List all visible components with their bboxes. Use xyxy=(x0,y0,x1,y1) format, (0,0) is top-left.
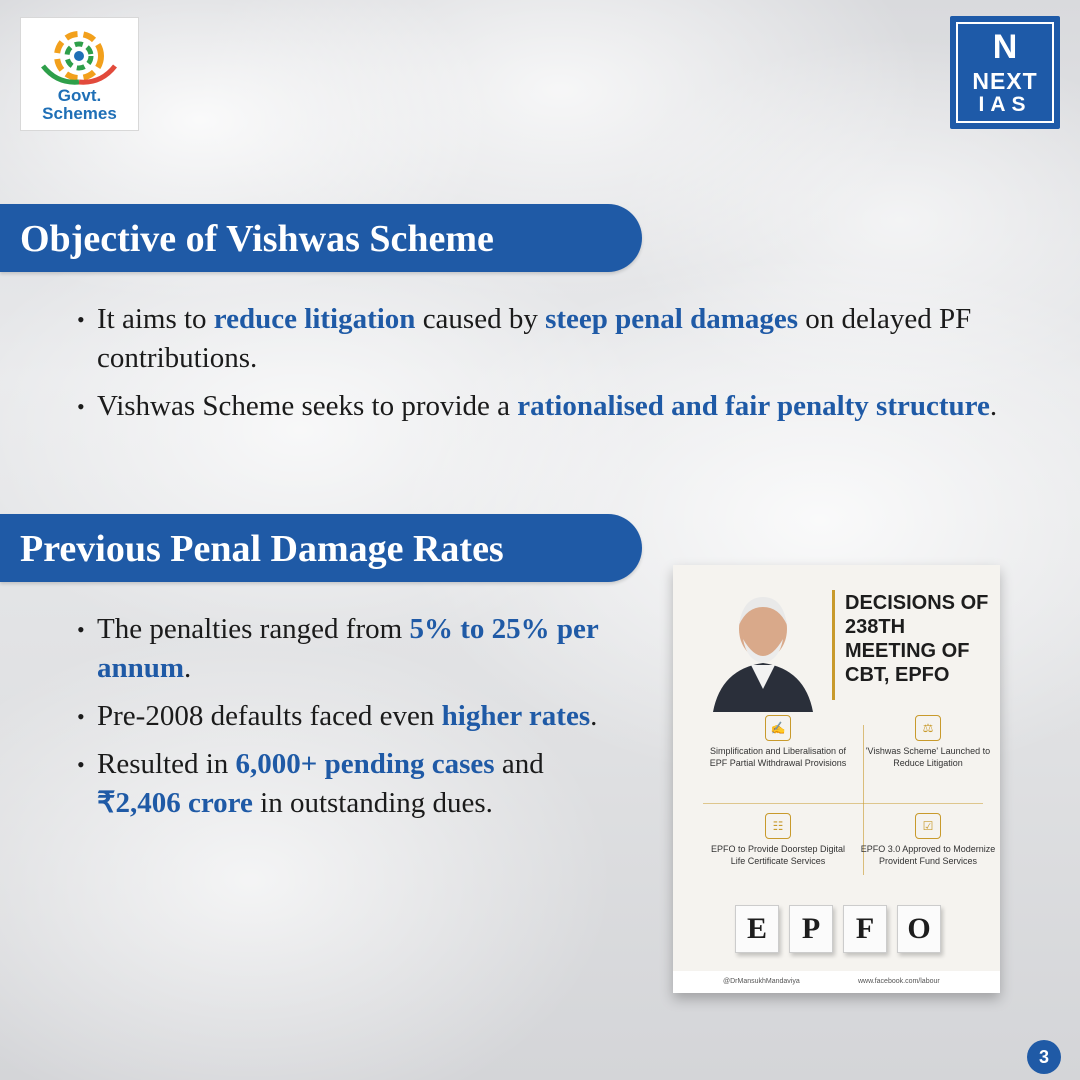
next-ias-logo-frame xyxy=(956,22,1054,123)
highlight-text: ₹2,406 crore xyxy=(97,787,253,819)
poster-footer-web: www.facebook.com/labour xyxy=(858,978,940,985)
bullet-item: • It aims to reduce litigation caused by steep penal damages on delayed PF contributions. xyxy=(72,300,1032,378)
bullet-item: • Pre-2008 defaults faced even higher rates. xyxy=(72,697,632,736)
bullet-item: • The penalties ranged from 5% to 25% per annum. xyxy=(72,610,632,688)
epfo-letter-blocks xyxy=(723,905,963,955)
poster-heading-rule xyxy=(832,590,835,700)
epfo-decisions-poster xyxy=(673,565,1000,993)
poster-cell-life-certificate: ☷ EPFO to Provide Doorstep Digital Life Certificate Services xyxy=(703,813,853,867)
poster-cell-withdrawal: ✍ Simplification and Liberalisation of EPF Partial Withdrawal Provisions xyxy=(703,715,853,769)
penal-rates-bullet-list xyxy=(72,610,632,832)
checklist-icon: ☑ xyxy=(915,813,941,839)
highlight-text: 6,000+ pending cases xyxy=(235,748,495,780)
highlight-text: higher rates xyxy=(441,700,591,732)
section-title: Previous Penal Damage Rates xyxy=(20,528,504,570)
objective-bullet-list xyxy=(72,300,1032,435)
portrait-image xyxy=(693,577,833,712)
highlight-text: reduce litigation xyxy=(213,303,416,335)
scales-icon: ⚖ xyxy=(915,715,941,741)
poster-cell-epfo3: ☑ EPFO 3.0 Approved to Modernize Provident Fund Services xyxy=(853,813,1000,867)
govt-schemes-emblem-icon xyxy=(35,26,123,86)
next-ias-text-next: NEXT xyxy=(972,68,1038,94)
letter-block: F xyxy=(843,905,887,953)
section-banner-objective xyxy=(0,204,642,272)
logo-text-schemes: Schemes xyxy=(42,104,117,123)
next-ias-logo xyxy=(950,16,1060,129)
poster-divider xyxy=(703,803,983,804)
next-ias-text-ias: IAS xyxy=(978,93,1032,116)
letter-block: E xyxy=(735,905,779,953)
certificate-icon: ☷ xyxy=(765,813,791,839)
highlight-text: steep penal damages xyxy=(545,303,799,335)
poster-heading: DECISIONS OF 238TH MEETING OF CBT, EPFO xyxy=(845,592,989,686)
bullet-item: • Resulted in 6,000+ pending cases and ₹2,406 crore in outstanding dues. xyxy=(72,745,632,823)
highlight-text: 5% to 25% per annum xyxy=(97,613,599,684)
govt-schemes-logo xyxy=(20,17,139,131)
poster-cell-vishwas: ⚖ 'Vishwas Scheme' Launched to Reduce Litigation xyxy=(853,715,1000,769)
highlight-text: rationalised and fair penalty structure xyxy=(517,390,990,422)
letter-block: P xyxy=(789,905,833,953)
bullet-item: • Vishwas Scheme seeks to provide a rationalised and fair penalty structure. xyxy=(72,387,1032,426)
logo-text-govt: Govt. xyxy=(57,86,102,105)
poster-footer xyxy=(673,971,1000,993)
letter-block: O xyxy=(897,905,941,953)
document-hand-icon: ✍ xyxy=(765,715,791,741)
section-title: Objective of Vishwas Scheme xyxy=(20,218,494,260)
page-number-badge: 3 xyxy=(1027,1040,1061,1074)
section-banner-penal-rates xyxy=(0,514,642,582)
poster-footer-social: @DrMansukhMandaviya xyxy=(723,978,800,985)
next-ias-mark: N xyxy=(992,28,1018,66)
